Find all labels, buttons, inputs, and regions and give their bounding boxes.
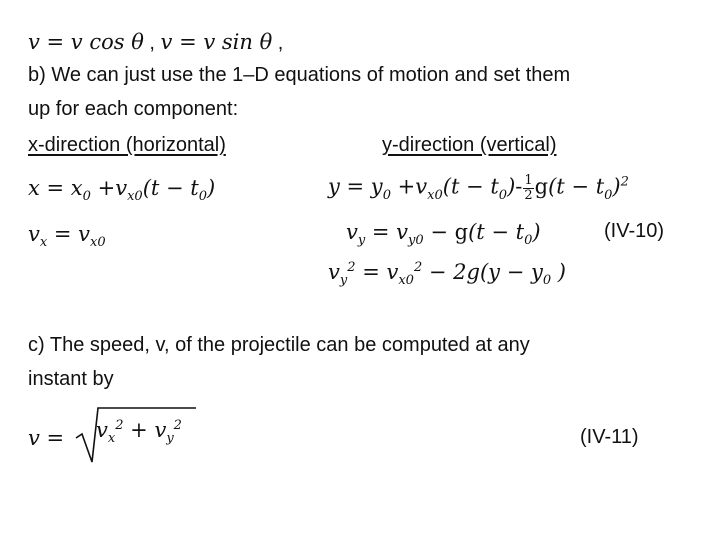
equation-number-iv-10: (IV-10) [604,220,665,242]
paragraph-c-line1: c) The speed, v, of the projectile can be computed at any [28,334,530,356]
y-velocity-squared-equation: $v_y^2 = v_{x0}^2 - 2g(y - y_0$ ) [328,260,566,289]
y-velocity-equation: $v_y = v_{y0} - g(t - t_0)$ [346,220,541,249]
separator: , [143,32,161,54]
vy-component-equation: v = v sin θ [160,30,273,54]
vx-component-equation: v = v cos θ [28,30,144,54]
square-root [74,404,199,466]
paragraph-b-line1: b) We can just use the 1–D equations of motion and set them [28,64,571,86]
component-equations [28,30,283,55]
separator: , [272,32,284,54]
paragraph-c-line2: instant by [28,368,114,390]
x-velocity-equation: $v_x = v_{x0}$ [28,222,106,251]
speed-radicand: $v_x^2 + v_y^2$ [96,418,182,447]
equation-number-iv-11: (IV-11) [580,426,639,448]
one-half-fraction: $\frac{1}{2}$ [524,173,533,203]
y-direction-heading: y-direction (vertical) [382,134,557,156]
paragraph-b-line2: up for each component: [28,98,239,120]
y-position-equation: $y = y_0 +v_{x0}(t - t_0)-$ $\frac{1}{2}$ $g(t - t_0)^2$ [328,173,629,203]
x-direction-heading: x-direction (horizontal) [28,134,226,156]
speed-equation-lhs: v = [28,426,65,450]
x-position-equation: $x = x_0 +v_{x0}(t - t_0)$ [28,176,216,205]
